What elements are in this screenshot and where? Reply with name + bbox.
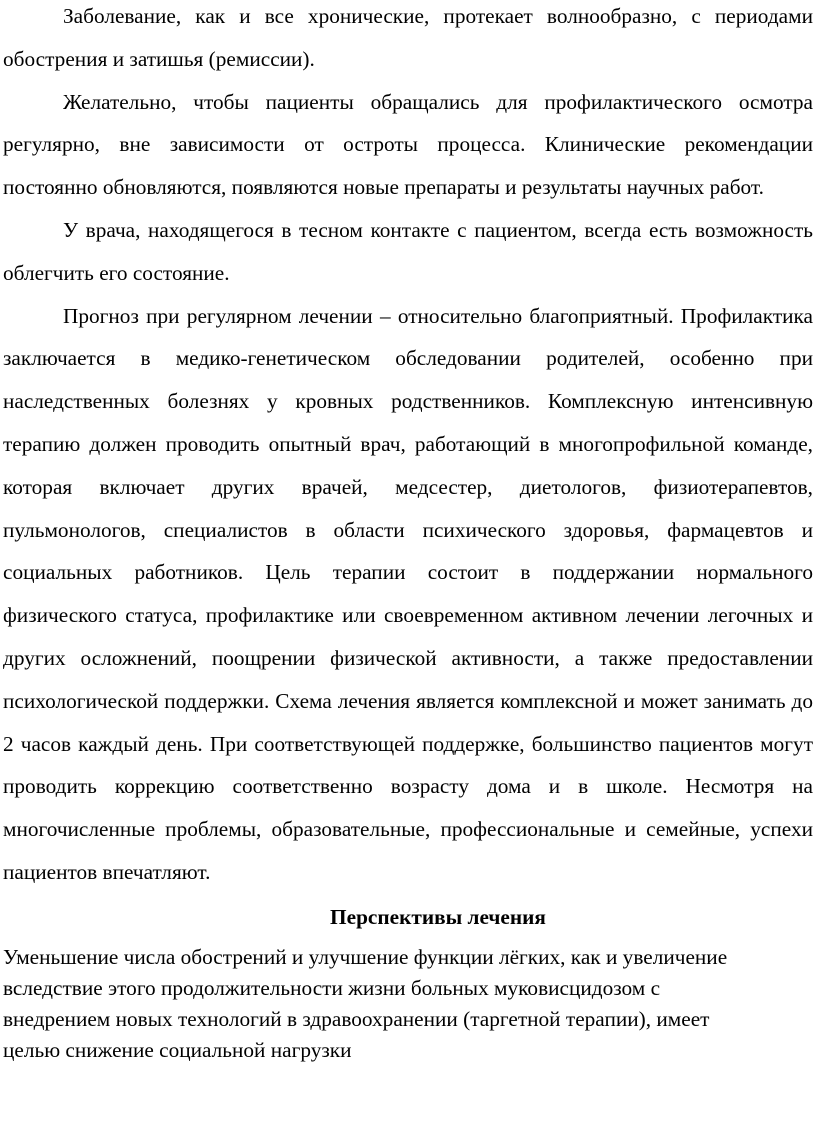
paragraph-treatment-perspectives: Уменьшение числа обострений и улучшение функции лёгких, как и увеличение вследствие этого продолжительности жизни больных муковисцидозом с внедрением новых технологий в здравоохранении (таргетной терапии), имеет целью снижение социальной нагрузки [3, 944, 728, 1062]
paragraph-disease-course: Заболевание, как и все хронические, протекает волнообразно, с периодами обострения и затишья (ремиссии). [3, 4, 813, 71]
section-heading: Перспективы лечения [330, 904, 546, 929]
paragraph-prognosis: Прогноз при регулярном лечении – относительно благоприятный. Профилактика заключается в медико-генетическом обследовании родителей, особенно при наследственных болезнях у кровных родственников. Комплексную интенсивную терапию должен проводить опытный врач, работающий в многопрофильной команде, которая включает других врачей, медсестер, диетологов, физиотерапевтов, пульмонологов, специалистов в области психического здоровья, фармацевтов и социальных работников. Цель терапии состоит в поддержании нормального физического статуса, профилактике или своевременном активном лечении легочных и других осложнений, поощрении физической активности, а также предоставлении психологической поддержки. Схема лечения является комплексной и может занимать до 2 часов каждый день. При соответствующей поддержке, большинство пациентов могут проводить коррекцию соответственно возрасту дома и в школе. Несмотря на многочисленные проблемы, образовательные, профессиональные и семейные, успехи пациентов впечатляют. [3, 303, 813, 884]
paragraph-regular-checkups: Желательно, чтобы пациенты обращались для профилактического осмотра регулярно, вне зависимости от остроты процесса. Клинические рекомендации постоянно обновляются, появляются новые препараты и результаты научных работ. [3, 89, 813, 200]
paragraph-doctor-contact: У врача, находящегося в тесном контакте с пациентом, всегда есть возможность облегчить его состояние. [3, 217, 813, 285]
